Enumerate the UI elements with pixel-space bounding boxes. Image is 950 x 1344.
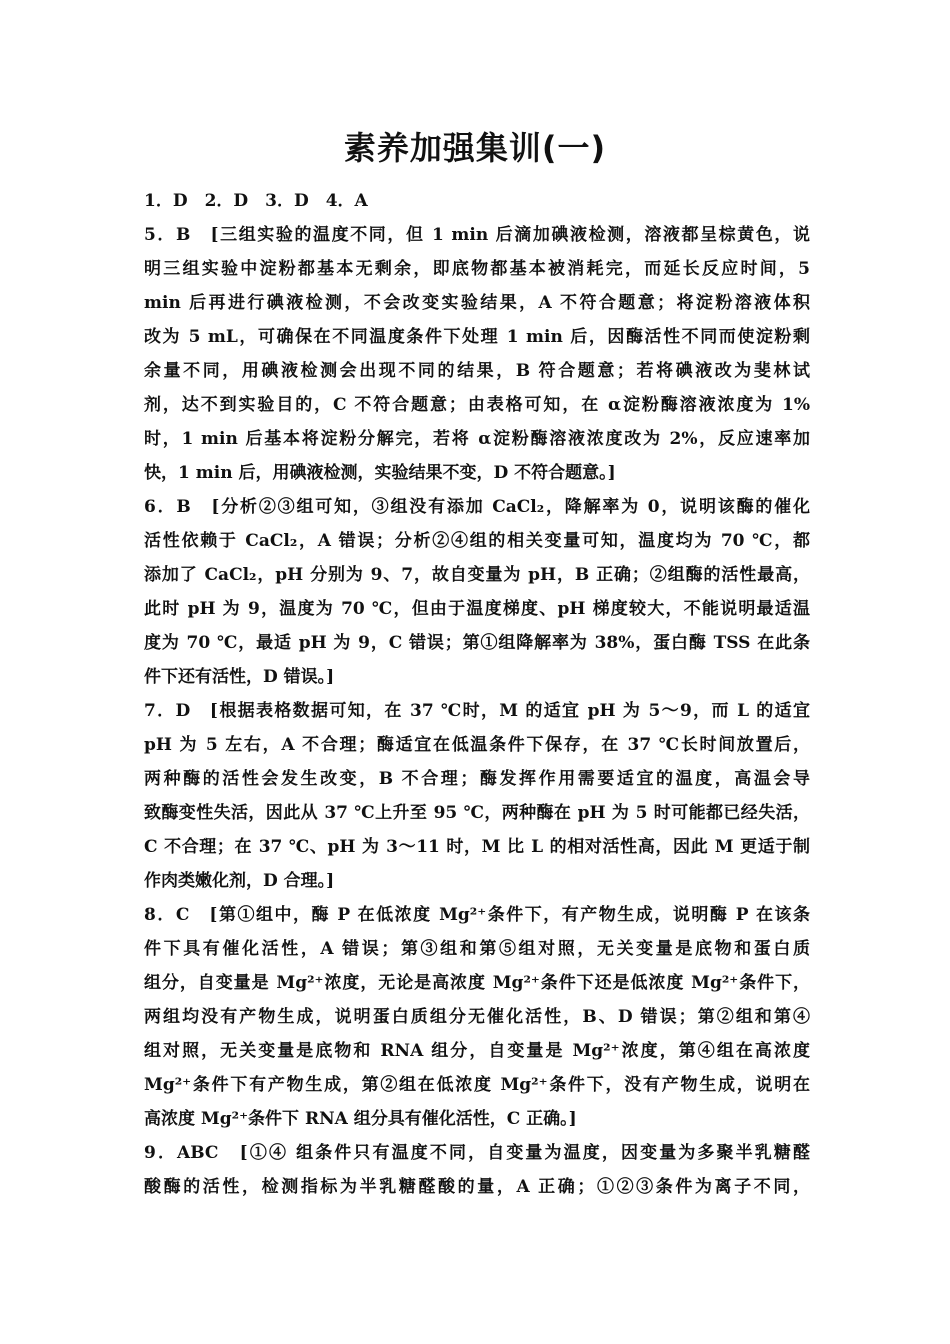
text-line: 1．D 2．D 3．D 4．A: [144, 191, 368, 211]
text-line: 8．C [第①组中，酶 P 在低浓度 Mg²⁺条件下，有产物生成，说明酶 P 在该条: [144, 905, 810, 925]
text-line: 时，1 min 后基本将淀粉分解完，若将 α淀粉酶溶液浓度改为 2%，反应速率加: [144, 429, 810, 449]
text-line: 5．B [三组实验的温度不同，但 1 min 后滴加碘液检测，溶液都呈棕黄色，说: [144, 225, 810, 245]
text-line: 添加了 CaCl₂，pH 分别为 9、7，故自变量为 pH，B 正确；②组酶的活性最高，: [144, 565, 810, 585]
text-line: 7．D [根据表格数据可知，在 37 ℃时，M 的适宜 pH 为 5～9，而 L 的适宜: [144, 701, 810, 721]
answer-text: [144, 184, 810, 1204]
text-line: 高浓度 Mg²⁺条件下 RNA 组分具有催化活性，C 正确。]: [144, 1109, 577, 1129]
text-line: 两种酶的活性会发生改变，B 不合理；酶发挥作用需要适宜的温度，高温会导: [144, 769, 810, 789]
text-line: 酸酶的活性，检测指标为半乳糖醛酸的量，A 正确；①②③条件为离子不同，: [144, 1177, 810, 1197]
text-line: 改为 5 mL，可确保在不同温度条件下处理 1 min 后，因酶活性不同而使淀粉剩: [144, 327, 810, 347]
text-line: 件下具有催化活性，A 错误；第③组和第⑤组对照，无关变量是底物和蛋白质: [144, 939, 810, 959]
text-line: min 后再进行碘液检测，不会改变实验结果，A 不符合题意；将淀粉溶液体积: [144, 293, 810, 313]
text-line: 明三组实验中淀粉都基本无剩余，即底物都基本被消耗完，而延长反应时间，5: [144, 259, 810, 279]
text-line: 9．ABC [①④ 组条件只有温度不同，自变量为温度，因变量为多聚半乳糖醛: [144, 1143, 810, 1163]
text-line: 组分，自变量是 Mg²⁺浓度，无论是高浓度 Mg²⁺条件下还是低浓度 Mg²⁺条件下，: [144, 973, 810, 993]
text-line: 剂，达不到实验目的，C 不符合题意；由表格可知，在 α淀粉酶溶液浓度为 1%: [144, 395, 810, 415]
text-line: pH 为 5 左右，A 不合理；酶适宜在低温条件下保存，在 37 ℃长时间放置后，: [144, 735, 810, 755]
text-line: 度为 70 ℃，最适 pH 为 9，C 错误；第①组降解率为 38%，蛋白酶 TSS 在此条: [144, 633, 810, 653]
text-line: 两组均没有产物生成，说明蛋白质组分无催化活性，B、D 错误；第②组和第④: [144, 1007, 810, 1027]
text-line: 致酶变性失活，因此从 37 ℃上升至 95 ℃，两种酶在 pH 为 5 时可能都已经失活，: [144, 803, 810, 823]
text-line: C 不合理；在 37 ℃、pH 为 3～11 时，M 比 L 的相对活性高，因此 M 更适于制: [144, 837, 810, 857]
text-line: 活性依赖于 CaCl₂，A 错误；分析②④组的相关变量可知，温度均为 70 ℃，都: [144, 531, 810, 551]
text-line: 作肉类嫩化剂，D 合理。]: [144, 871, 335, 891]
text-line: 此时 pH 为 9，温度为 70 ℃，但由于温度梯度、pH 梯度较大，不能说明最适温: [144, 599, 810, 619]
text-line: Mg²⁺条件下有产物生成，第②组在低浓度 Mg²⁺条件下，没有产物生成，说明在: [144, 1075, 810, 1095]
text-line: 件下还有活性，D 错误。]: [144, 667, 335, 687]
page-title: 素养加强集训(一): [343, 129, 607, 167]
text-line: 6．B [分析②③组可知，③组没有添加 CaCl₂，降解率为 0，说明该酶的催化: [144, 497, 810, 517]
text-line: 组对照，无关变量是底物和 RNA 组分，自变量是 Mg²⁺浓度，第④组在高浓度: [144, 1041, 810, 1061]
text-line: 快，1 min 后，用碘液检测，实验结果不变，D 不符合题意。]: [144, 463, 616, 483]
text-line: 余量不同，用碘液检测会出现不同的结果，B 符合题意；若将碘液改为斐林试: [144, 361, 810, 381]
